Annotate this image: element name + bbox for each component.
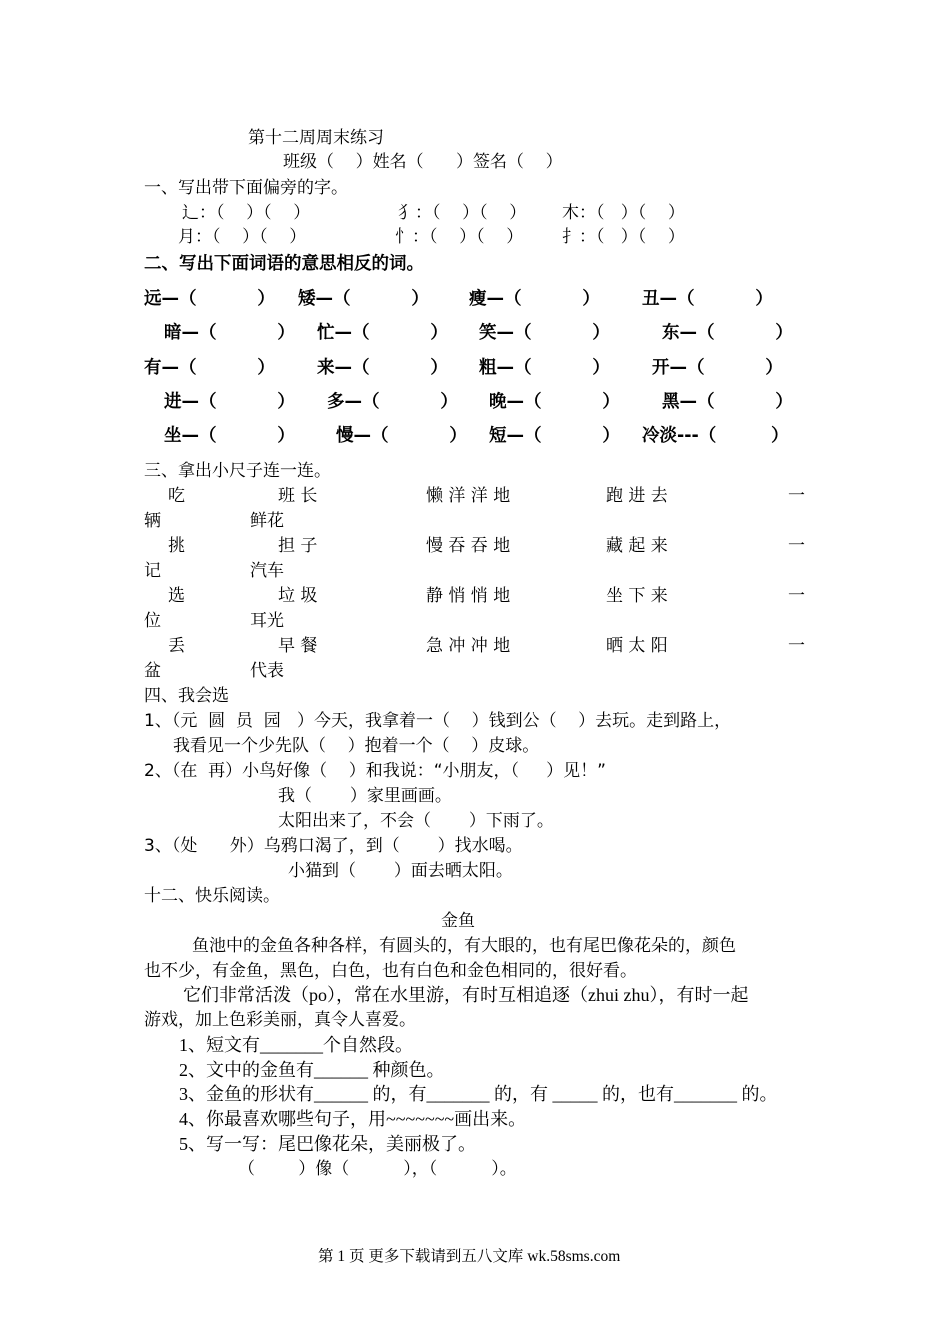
page-footer: 第 1 页 更多下载请到五八文库 wk.58sms.com (318, 1248, 621, 1265)
question-line: 1、短文有_______个自然段。 (179, 1035, 413, 1055)
antonym-item: 黑—（ ） (662, 392, 793, 412)
match-word: 懒 洋 洋 地 (426, 486, 511, 506)
antonym-item: 慢—（ ） (336, 426, 467, 446)
match-word: 丢 (168, 636, 185, 656)
radical-item: 忄：（ ）（ ） (395, 227, 524, 247)
match-word: 晒 太 阳 (606, 636, 668, 656)
antonym-item: 多—（ ） (327, 392, 458, 412)
match-word: 垃 圾 (278, 586, 318, 606)
passage-line: 也不少，有金鱼，黑色，白色，也有白色和金色相同的，很好看。 (144, 961, 637, 981)
passage-line: 它们非常活泼（po），常在水里游，有时互相追逐（zhui zhu），有时一起 (183, 985, 749, 1005)
antonym-item: 忙—（ ） (317, 323, 448, 343)
match-word: 汽车 (250, 561, 284, 581)
antonym-item: 冷淡---（ ） (642, 426, 789, 446)
antonym-item: 坐—（ ） (164, 426, 295, 446)
match-word: 一 (788, 536, 805, 556)
page-title: 第十二周周末练习 (248, 128, 384, 148)
antonym-item: 远—（ ） (144, 289, 275, 309)
radical-item: 扌：（ ）（ ） (562, 227, 685, 247)
antonym-item: 东—（ ） (662, 323, 793, 343)
match-word: 坐 下 来 (606, 586, 668, 606)
choice-line: 我（ ）家里画画。 (278, 786, 452, 806)
antonym-item: 丑—（ ） (642, 289, 773, 309)
antonym-item: 有—（ ） (144, 358, 275, 378)
question-line: 4、你最喜欢哪些句子，用~~~~~~~画出来。 (179, 1109, 527, 1129)
choice-line: 太阳出来了，不会（ ）下雨了。 (278, 811, 554, 831)
choice-line: 我看见一个少先队（ ）抱着一个（ ）皮球。 (173, 736, 540, 756)
passage-line: 游戏，加上色彩美丽，真令人喜爱。 (144, 1010, 416, 1030)
question-line: 5、写一写：尾巴像花朵，美丽极了。 (179, 1134, 476, 1154)
antonym-item: 矮—（ ） (298, 289, 429, 309)
choice-line: 3、（处 外）乌鸦口渴了，到（ ）找水喝。 (144, 836, 523, 856)
radical-item: 木：（ ）（ ） (562, 203, 685, 223)
passage-line: 鱼池中的金鱼各种各样，有圆头的，有大眼的，也有尾巴像花朵的，颜色 (192, 936, 736, 956)
radical-item: 辶：（ ）（ ） (182, 203, 311, 223)
section3-heading: 三、拿出小尺子连一连。 (144, 461, 331, 481)
match-word: 班 长 (278, 486, 318, 506)
match-word: 一 (788, 636, 805, 656)
antonym-item: 晚—（ ） (489, 392, 620, 412)
match-word: 慢 吞 吞 地 (426, 536, 511, 556)
match-word: 早 餐 (278, 636, 318, 656)
match-word: 担 子 (278, 536, 318, 556)
section1-heading: 一、写出带下面偏旁的字。 (144, 178, 348, 198)
antonym-item: 来—（ ） (317, 358, 448, 378)
match-word: 辆 (144, 511, 161, 531)
choice-line: 2、（在 再）小鸟好像（ ）和我说：“小朋友，（ ）见！” (144, 761, 606, 781)
section4-heading: 四、我会选 (144, 686, 229, 706)
antonym-item: 短—（ ） (489, 426, 620, 446)
question-line: 2、文中的金鱼有______ 种颜色。 (179, 1060, 445, 1080)
match-word: 急 冲 冲 地 (426, 636, 511, 656)
match-word: 鲜花 (250, 511, 284, 531)
section5-heading: 十二、快乐阅读。 (144, 886, 280, 906)
antonym-item: 瘦—（ ） (469, 289, 600, 309)
match-word: 跑 进 去 (606, 486, 668, 506)
antonym-item: 笑—（ ） (479, 323, 610, 343)
match-word: 代表 (250, 661, 284, 681)
antonym-item: 开—（ ） (652, 358, 783, 378)
passage-title: 金鱼 (441, 911, 475, 931)
student-info-line: 班级（ ）姓名（ ）签名（ ） (283, 152, 563, 172)
match-word: 记 (144, 561, 161, 581)
choice-line: 1、（元 圆 员 园 ）今天，我拿着一（ ）钱到公（ ）去玩。走到路上， (144, 711, 732, 731)
antonym-item: 粗—（ ） (479, 358, 610, 378)
match-word: 藏 起 来 (606, 536, 668, 556)
fill-line: （ ）像（ ），（ ）。 (238, 1159, 517, 1179)
question-line: 3、金鱼的形状有______ 的，有_______ 的，有 _____ 的，也有_______ 的。 (179, 1084, 778, 1104)
radical-item: 月：（ ）（ ） (178, 227, 307, 247)
match-word: 选 (168, 586, 185, 606)
match-word: 耳光 (250, 611, 284, 631)
match-word: 静 悄 悄 地 (426, 586, 511, 606)
section2-heading: 二、写出下面词语的意思相反的词。 (144, 254, 424, 274)
choice-line: 小猫到（ ）面去晒太阳。 (288, 861, 513, 881)
match-word: 一 (788, 586, 805, 606)
antonym-item: 暗—（ ） (164, 323, 295, 343)
match-word: 挑 (168, 536, 185, 556)
radical-item: 犭：（ ）（ ） (398, 203, 527, 223)
match-word: 盆 (144, 661, 161, 681)
match-word: 吃 (168, 486, 185, 506)
match-word: 位 (144, 611, 161, 631)
match-word: 一 (788, 486, 805, 506)
antonym-item: 进—（ ） (164, 392, 295, 412)
